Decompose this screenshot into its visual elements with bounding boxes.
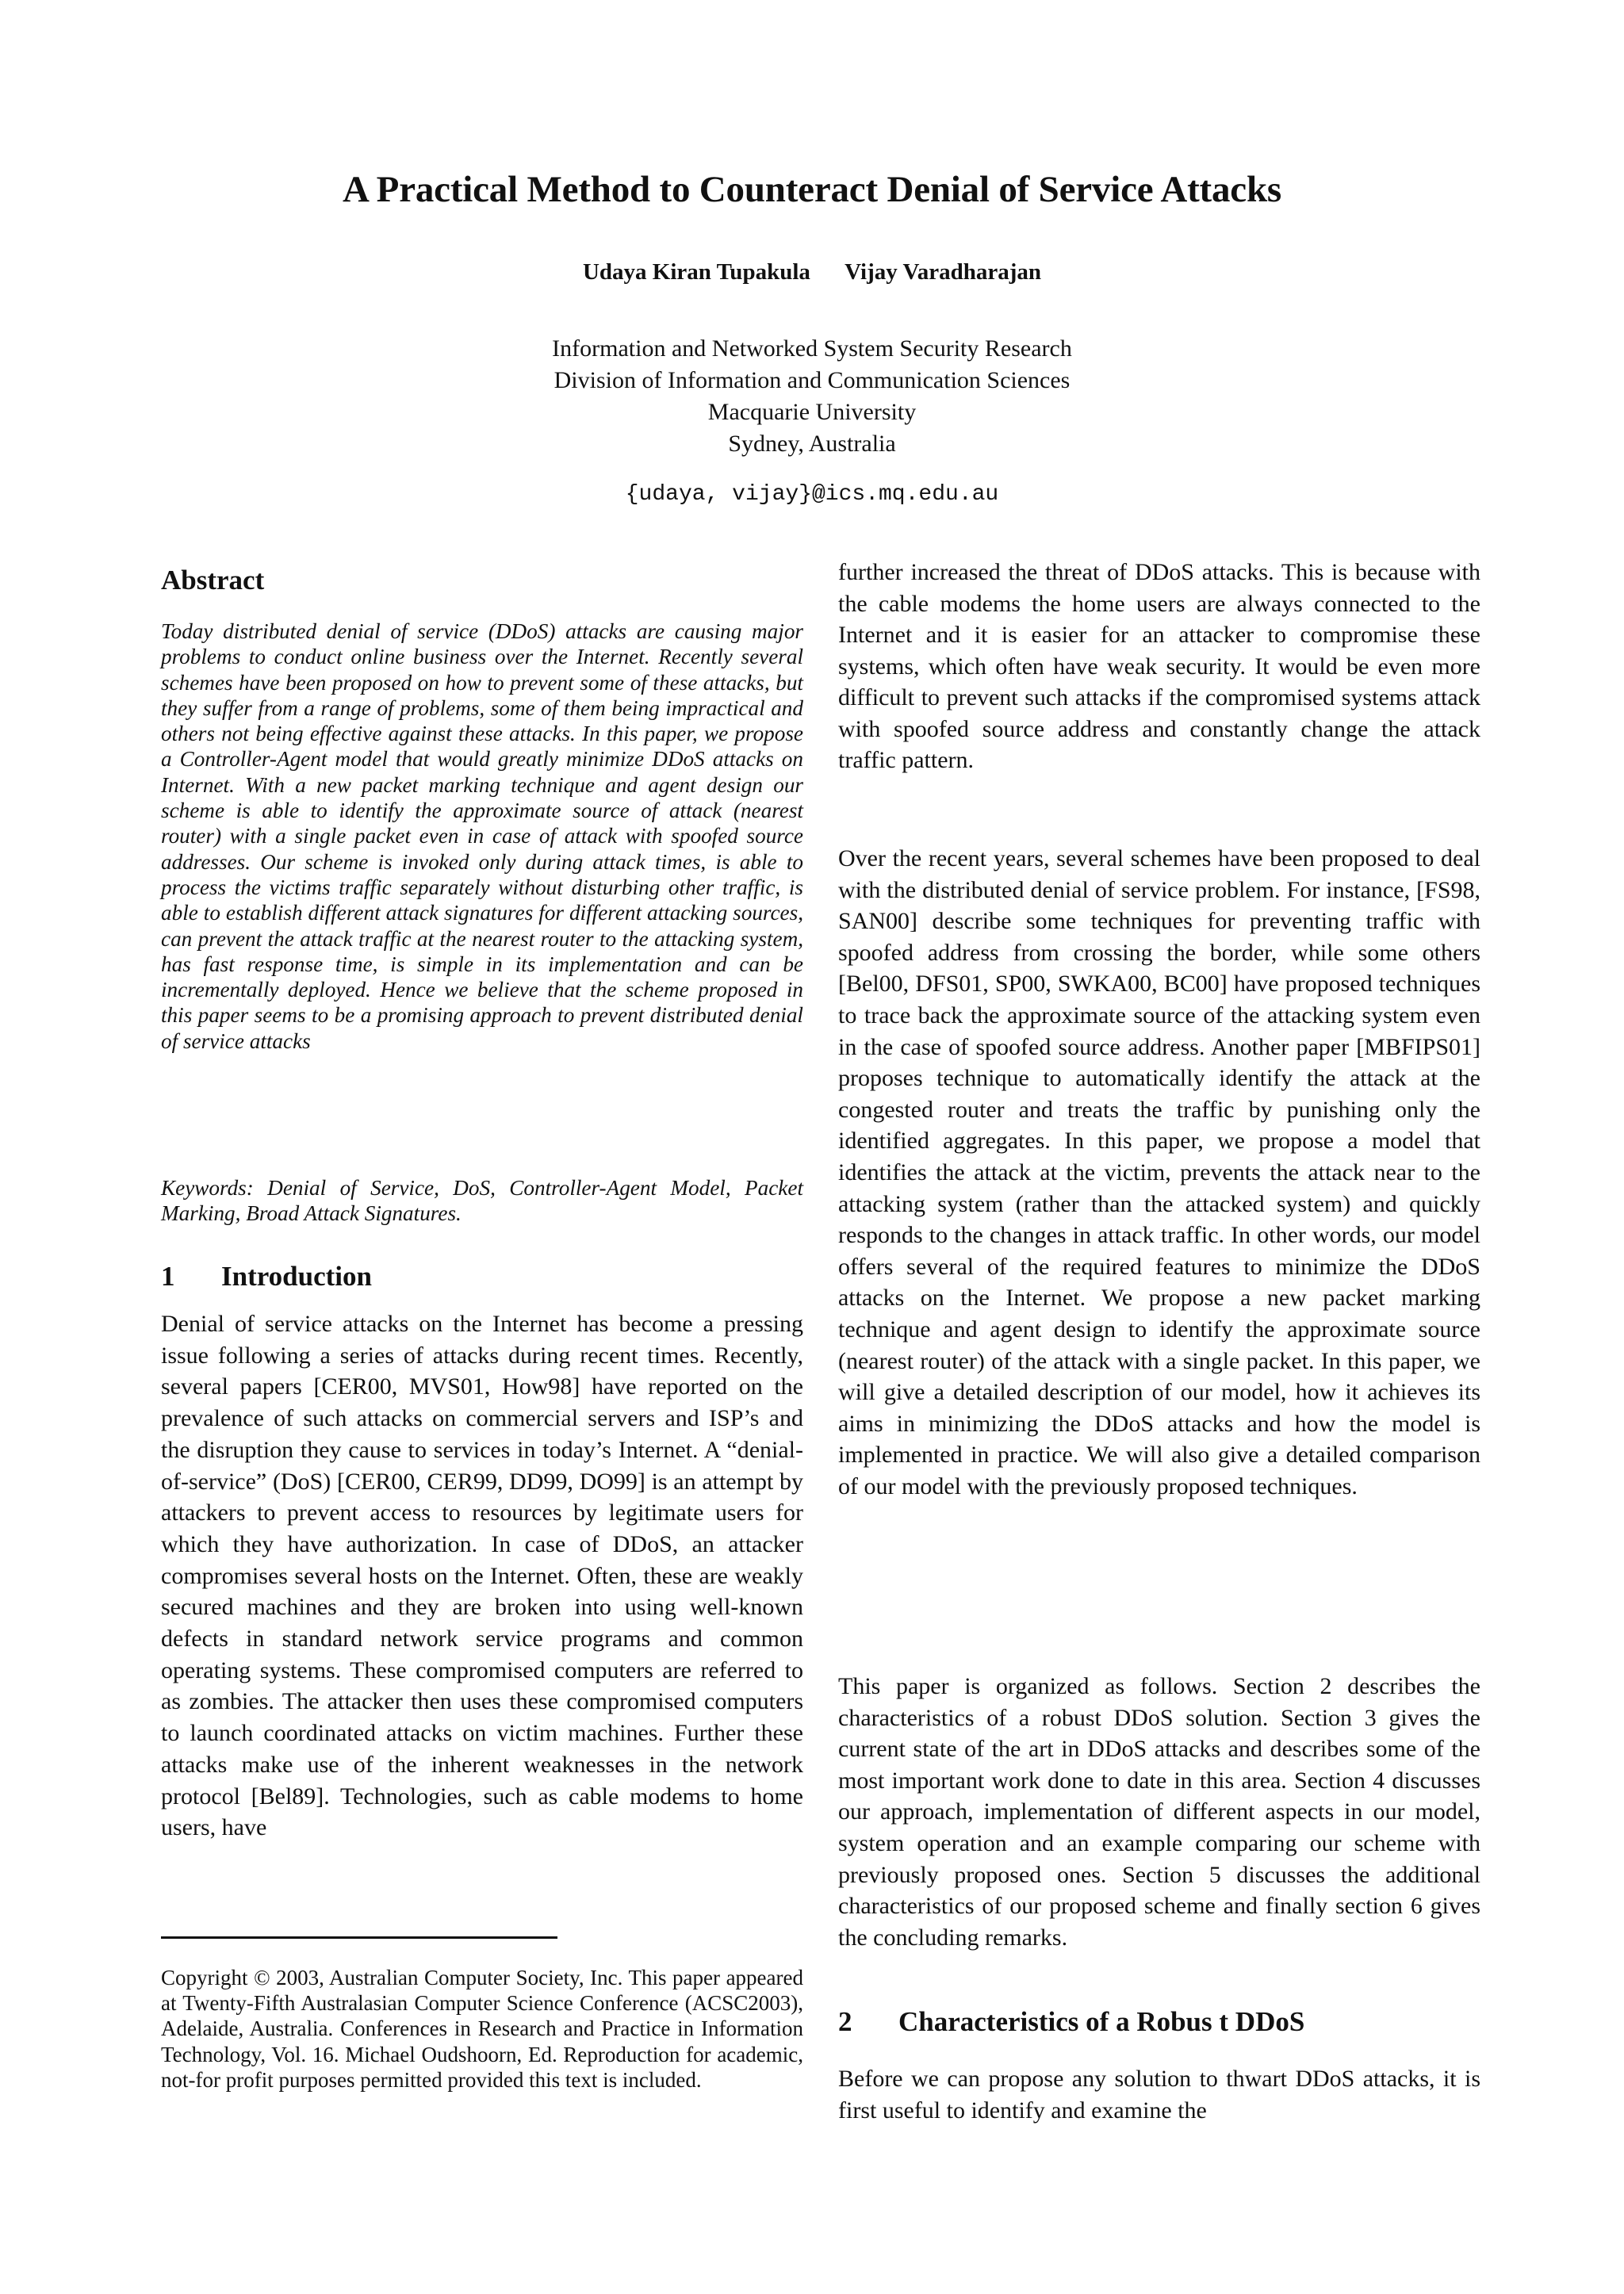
section-heading-characteristics [838, 2006, 1304, 2038]
body-paragraph: Before we can propose any solution to thwart DDoS attacks, it is first useful to identify and examine the [838, 2066, 1480, 2124]
copyright-footnote: Copyright © 2003, Australian Computer Society, Inc. This paper appeared at Twenty-Fifth Australasian Computer Science Conference (ACSC2003), Adelaide, Australia. Conferences in Research and Practice in Information Technology, Vol. 16. Michael Oudshoorn, Ed. Reproduction for academic, not-for profit purposes permitted provided this text is included. [161, 1966, 803, 2092]
affiliation-block [0, 333, 1624, 460]
abstract-text: Today distributed denial of service (DDoS) attacks are causing major problems to conduct online business over the Internet. Recently several schemes have been proposed on how to prevent some of these attacks, but they suffer from a range of problems, some of them being impractical and others not being effective against these attacks. In this paper, we propose a Controller-Agent model that would greatly minimize DDoS attacks on Internet. With a new packet marking technique and agent design our scheme is able to identify the approximate source of attack (nearest router) with a single packet even in case of attack with spoofed source addresses. Our scheme is invoked only during attack times, is able to process the victims traffic separately without disturbing other traffic, is able to establish different attack signatures for different attacking sources, can prevent the attack traffic at the nearest router to the attacking system, has fast response time, is simple in its implementation and can be incrementally deployed. Hence we believe that the scheme proposed in this paper seems to be a promising approach to prevent distributed denial of service attacks [161, 619, 803, 1053]
section-heading-introduction [161, 1261, 372, 1293]
affiliation-line: Macquarie University [707, 399, 917, 425]
footnote-rule [161, 1936, 557, 1939]
abstract-heading: Abstract [161, 565, 265, 596]
affiliation-line: Sydney, Australia [728, 431, 896, 457]
introduction-text: Denial of service attacks on the Internet has become a pressing issue following a series of attacks during recent times. Recently, several papers [CER00, MVS01, How98] have reported on the prevalence of such attacks on commercial servers and ISP’s and the disruption they cause to services in today’s Internet. A “denial-of-service” (DoS) [CER00, CER99, DD99, DO99] is an attempt by attackers to prevent access to resources by legitimate users for which they have authorization. In case of DDoS, an attacker compromises several hosts on the Internet. Often, these are weakly secured machines and they are broken into using well-known defects in standard network service programs and common operating systems. These compromised computers are referred to as zombies. The attacker then uses these compromised computers to launch coordinated attacks on victim machines. Further these attacks make use of the inherent weaknesses in the network protocol [Bel89]. Technologies, such as cable modems to home users, have [161, 1311, 803, 1841]
affiliation-line: Information and Networked System Security Research [552, 335, 1072, 362]
section-number: 1 [161, 1261, 175, 1292]
section-title: Introduction [221, 1261, 372, 1292]
section-number: 2 [838, 2006, 852, 2037]
body-paragraph: Over the recent years, several schemes have been proposed to deal with the distributed denial of service problem. For instance, [FS98, SAN00] describe some techniques for preventing traffic with spoofed address from crossing the border, while some others [Bel00, DFS01, SP00, SWKA00, BC00] have proposed techniques to trace back the approximate source of the attacking system even in the case of spoofed source address. Another paper [MBFIPS01] proposes technique to automatically identify the attack at the congested router and treats the traffic by punishing only the identified aggregates. In this paper, we propose a model that identifies the attack at the victim, prevents the attack near to the attacking system (rather than the attacked system) and quickly responds to the changes in attack traffic. In other words, our model offers several of the required features to minimize the DDoS attacks on the Internet. We propose a new packet marking technique and agent design to identify the approximate source (nearest router) of the attack with a single packet. In this paper, we will give a detailed description of our model, how it achieves its aims in minimizing the DDoS attacks and how the model is implemented in practice. We will also give a detailed comparison of our model with the previously proposed techniques. [838, 845, 1480, 1499]
author-list [0, 259, 1624, 285]
body-paragraph: further increased the threat of DDoS attacks. This is because with the cable modems the home users are always connected to the Internet and it is easier for an attacker to compromise these systems, which often have weak security. It would be even more difficult to prevent such attacks if the compromised systems attack with spoofed source address and constantly change the attack traffic pattern. [838, 559, 1480, 773]
author-email: {udaya, vijay}@ics.mq.edu.au [625, 482, 999, 507]
author-name: Udaya Kiran Tupakula [582, 259, 810, 285]
body-paragraph: This paper is organized as follows. Section 2 describes the characteristics of a robust DDoS solution. Section 3 gives the current state of the art in DDoS attacks and describes some of the most important work done to date in this area. Section 4 discusses our approach, implementation of different aspects in our model, system operation and an example comparing our scheme with previously proposed ones. Section 5 discusses the additional characteristics of our proposed scheme and finally section 6 gives the concluding remarks. [838, 1673, 1480, 1951]
keywords: Keywords: Denial of Service, DoS, Controller-Agent Model, Packet Marking, Broad Attack Signatures. [161, 1176, 803, 1226]
affiliation-line: Division of Information and Communication Sciences [553, 367, 1071, 393]
paper-title: A Practical Method to Counteract Denial of Service Attacks [342, 169, 1281, 210]
section-title: Characteristics of a Robus t DDoS [898, 2006, 1305, 2037]
author-name: Vijay Varadharajan [845, 259, 1042, 285]
